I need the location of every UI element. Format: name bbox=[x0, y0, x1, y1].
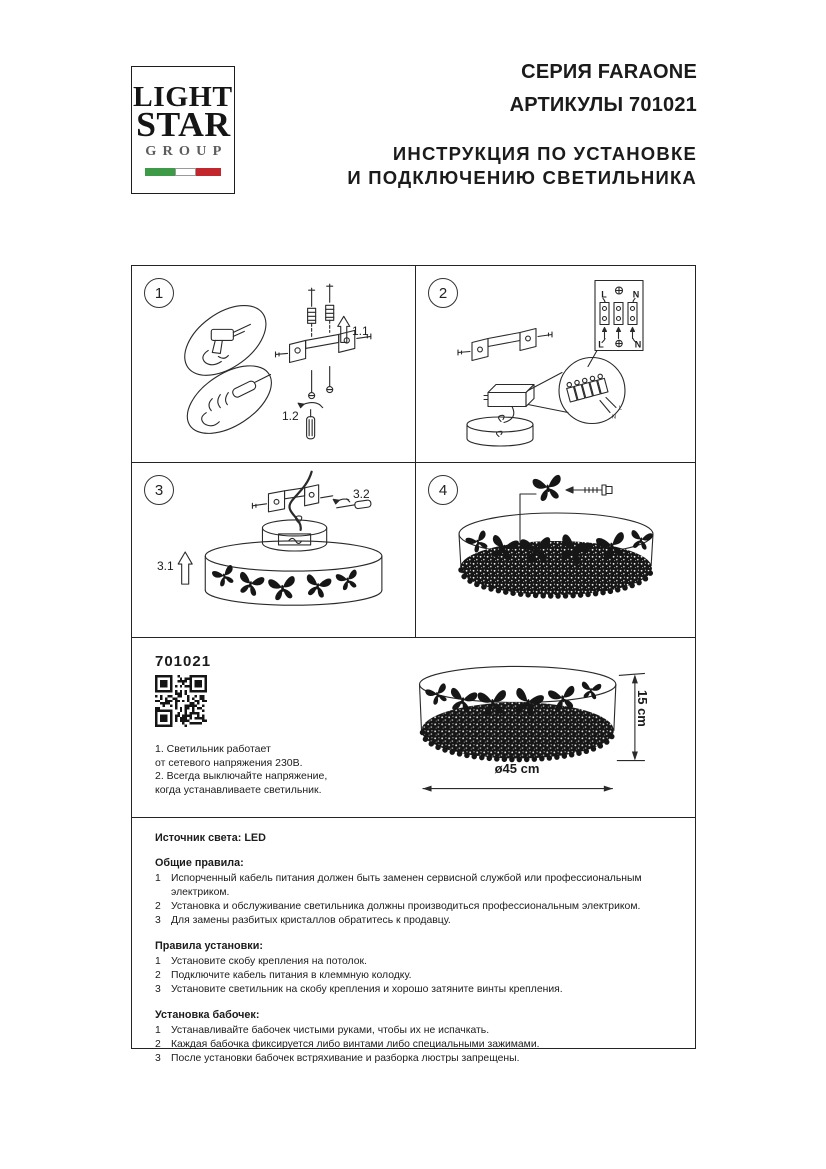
wiring-label-l-bottom: L bbox=[598, 339, 604, 350]
logo-word-light: LIGHT bbox=[133, 81, 233, 113]
note-line: от сетевого напряжения 230В. bbox=[155, 756, 303, 769]
step4-panel bbox=[416, 463, 695, 637]
step3-label-3-1: 3.1 bbox=[157, 559, 174, 573]
instruction-line-1: ИНСТРУКЦИЯ ПО УСТАНОВКЕ bbox=[392, 143, 697, 164]
main-frame bbox=[131, 265, 696, 1064]
step4-number: 4 bbox=[428, 475, 458, 505]
spec-item: Каждая бабочка фиксируется либо винтами либо специальными зажимами. bbox=[171, 1039, 540, 1050]
light-source-line: Источник света: LED bbox=[155, 832, 266, 844]
spec-list bbox=[155, 872, 675, 928]
step1-label-1-1: 1.1 bbox=[352, 324, 369, 338]
specs-text bbox=[132, 818, 695, 1064]
product-cell bbox=[132, 638, 695, 817]
terminal-label-l: L bbox=[619, 405, 623, 412]
step1-illustration bbox=[132, 266, 415, 462]
steps-row-2 bbox=[132, 463, 695, 638]
lightstar-logo bbox=[131, 66, 235, 194]
step2-panel bbox=[416, 266, 695, 462]
spec-list bbox=[155, 1024, 675, 1066]
spec-section-title: Общие правила: bbox=[155, 857, 244, 869]
spec-item: Установите скобу крепления на потолок. bbox=[171, 956, 367, 967]
dimension-height-label: 15 cm bbox=[635, 690, 650, 727]
step3-number: 3 bbox=[144, 475, 174, 505]
specs-row bbox=[132, 818, 695, 1064]
spec-item: После установки бабочек встряхивание и разборка люстры запрещены. bbox=[171, 1053, 520, 1064]
step3-panel bbox=[132, 463, 416, 637]
series-title: СЕРИЯ FARAONE bbox=[521, 61, 697, 83]
wiring-label-n-bottom: N bbox=[634, 339, 642, 350]
flag-red-segment bbox=[196, 168, 221, 176]
flag-white-segment bbox=[175, 168, 196, 176]
note-line: 1. Светильник работает bbox=[155, 743, 271, 755]
wiring-label-l-top: L bbox=[601, 289, 607, 300]
step1-panel bbox=[132, 266, 416, 462]
product-dimension-drawing bbox=[132, 638, 695, 817]
spec-section-title: Установка бабочек: bbox=[155, 1009, 260, 1021]
step2-illustration bbox=[416, 266, 695, 462]
flag-green-segment bbox=[145, 168, 175, 176]
wiring-label-n-top: N bbox=[632, 289, 640, 300]
note-line: когда устанавливаете светильник. bbox=[155, 783, 322, 796]
spec-section-general bbox=[155, 856, 675, 928]
spec-section-title: Правила установки: bbox=[155, 940, 263, 952]
spec-item: Подключите кабель питания в клеммную колодку. bbox=[171, 970, 412, 981]
spec-item: Для замены разбитых кристаллов обратитесь к продавцу. bbox=[171, 915, 451, 926]
spec-item: Устанавливайте бабочек чистыми руками, чтобы их не испачкать. bbox=[171, 1025, 490, 1036]
steps-row-1 bbox=[132, 266, 695, 463]
logo-word-group: GROUP bbox=[144, 144, 228, 159]
note-line: 2. Всегда выключайте напряжение, bbox=[155, 770, 328, 782]
article-number: 701021 bbox=[155, 653, 212, 670]
article-title: АРТИКУЛЫ 701021 bbox=[509, 94, 697, 116]
spec-section-butterflies bbox=[155, 1008, 675, 1066]
spec-item: Установка и обслуживание светильника должны производиться профессиональным электриком. bbox=[171, 901, 641, 912]
instruction-title bbox=[347, 142, 697, 190]
terminal-label-n: N bbox=[612, 414, 616, 421]
spec-item: Установите светильник на скобу крепления и хорошо затяните винты крепления. bbox=[171, 984, 563, 995]
instruction-line-2: И ПОДКЛЮЧЕНИЮ СВЕТИЛЬНИКА bbox=[347, 167, 697, 188]
dimension-diameter-label: ø45 cm bbox=[494, 761, 540, 776]
spec-item: Испорченный кабель питания должен быть заменен сервисной службой или профессиональным электриком. bbox=[171, 873, 642, 898]
italian-flag-bar bbox=[145, 168, 221, 176]
spec-section-install bbox=[155, 939, 675, 997]
document-title-block bbox=[347, 56, 697, 190]
logo-word-star: STAR bbox=[135, 105, 231, 144]
step1-label-1-2: 1.2 bbox=[282, 409, 299, 423]
step1-number: 1 bbox=[144, 278, 174, 308]
spec-list bbox=[155, 955, 675, 997]
product-row bbox=[132, 638, 695, 818]
step3-illustration bbox=[132, 463, 415, 637]
step2-number: 2 bbox=[428, 278, 458, 308]
step3-label-3-2: 3.2 bbox=[353, 487, 370, 501]
